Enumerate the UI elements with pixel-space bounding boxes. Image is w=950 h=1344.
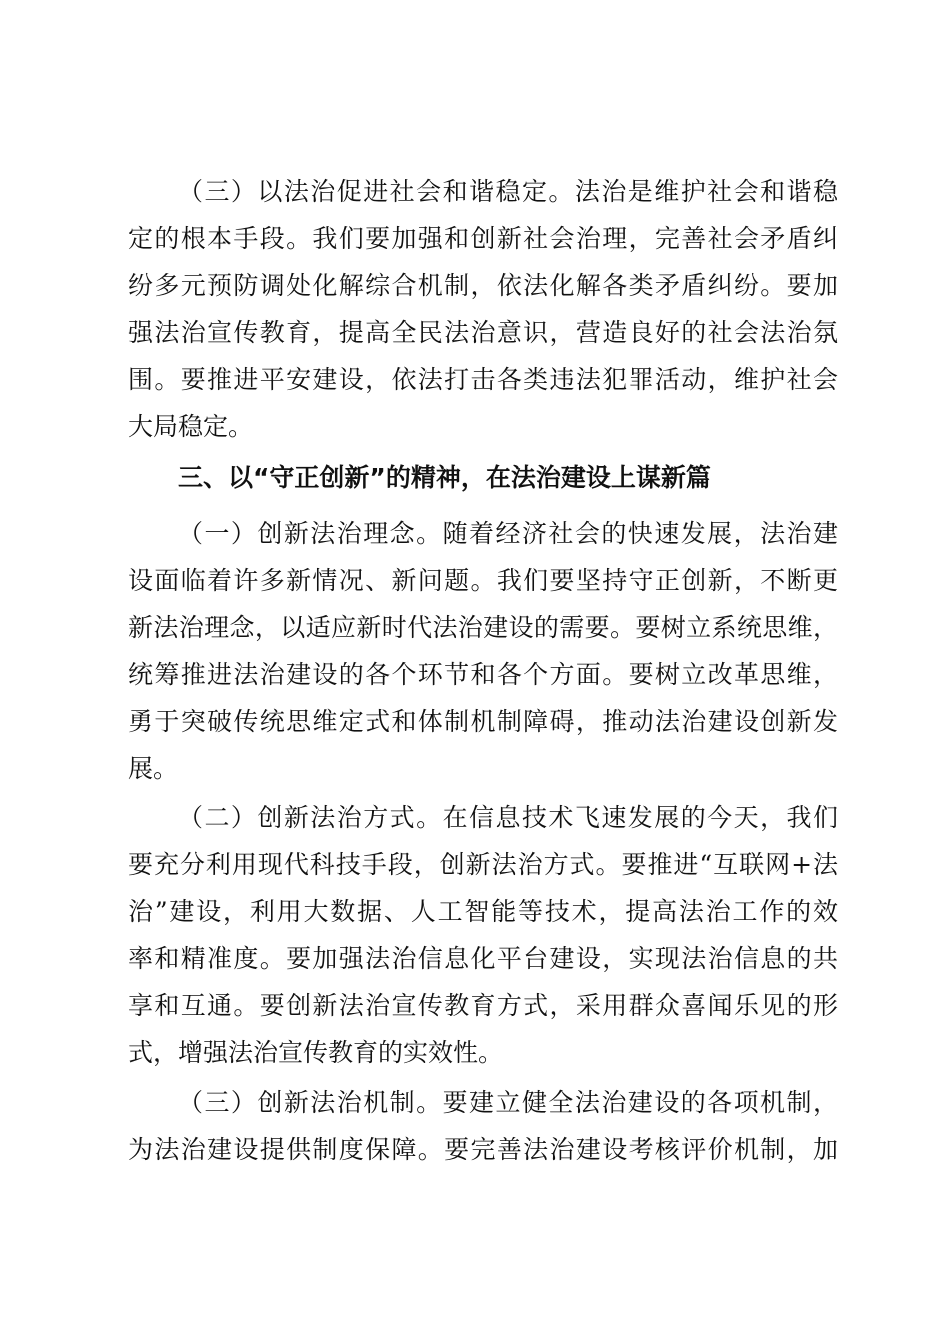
paragraph-line: （二）创新法治方式。在信息技术飞速发展的今天，我们 xyxy=(178,803,838,832)
paragraph-line: 纷多元预防调处化解综合机制，依法化解各类矛盾纠纷。要加 xyxy=(128,271,838,300)
paragraph-line: 定的根本手段。我们要加强和创新社会治理，完善社会矛盾纠 xyxy=(128,224,838,253)
paragraph-line: 新法治理念，以适应新时代法治建设的需要。要树立系统思维， xyxy=(128,613,838,642)
paragraph-line: 治”建设，利用大数据、人工智能等技术，提高法治工作的效 xyxy=(128,897,838,926)
paragraph-line: （三）创新法治机制。要建立健全法治建设的各项机制， xyxy=(178,1088,838,1117)
paragraph-line: 围。要推进平安建设，依法打击各类违法犯罪活动，维护社会 xyxy=(128,365,838,394)
paragraph-line: 统筹推进法治建设的各个环节和各个方面。要树立改革思维， xyxy=(128,660,838,689)
paragraph-line: 展。 xyxy=(128,754,179,783)
paragraph-line: （三）以法治促进社会和谐稳定。法治是维护社会和谐稳 xyxy=(178,177,838,206)
paragraph-line: 式，增强法治宣传教育的实效性。 xyxy=(128,1038,504,1067)
paragraph-line: 为法治建设提供制度保障。要完善法治建设考核评价机制，加 xyxy=(128,1135,838,1164)
paragraph-line: 设面临着许多新情况、新问题。我们要坚持守正创新，不断更 xyxy=(128,566,838,595)
paragraph-line: 强法治宣传教育，提高全民法治意识，营造良好的社会法治氛 xyxy=(128,318,838,347)
section-heading: 三、以“守正创新”的精神，在法治建设上谋新篇 xyxy=(178,463,711,492)
paragraph-line: 享和互通。要创新法治宣传教育方式，采用群众喜闻乐见的形 xyxy=(128,991,838,1020)
paragraph-line: 要充分利用现代科技手段，创新法治方式。要推进“互联网+法 xyxy=(128,850,838,879)
paragraph-line: 大局稳定。 xyxy=(128,412,254,441)
paragraph-line: 率和精准度。要加强法治信息化平台建设，实现法治信息的共 xyxy=(128,944,838,973)
paragraph-line: 勇于突破传统思维定式和体制机制障碍，推动法治建设创新发 xyxy=(128,707,838,736)
paragraph-line: （一）创新法治理念。随着经济社会的快速发展，法治建 xyxy=(178,519,838,548)
